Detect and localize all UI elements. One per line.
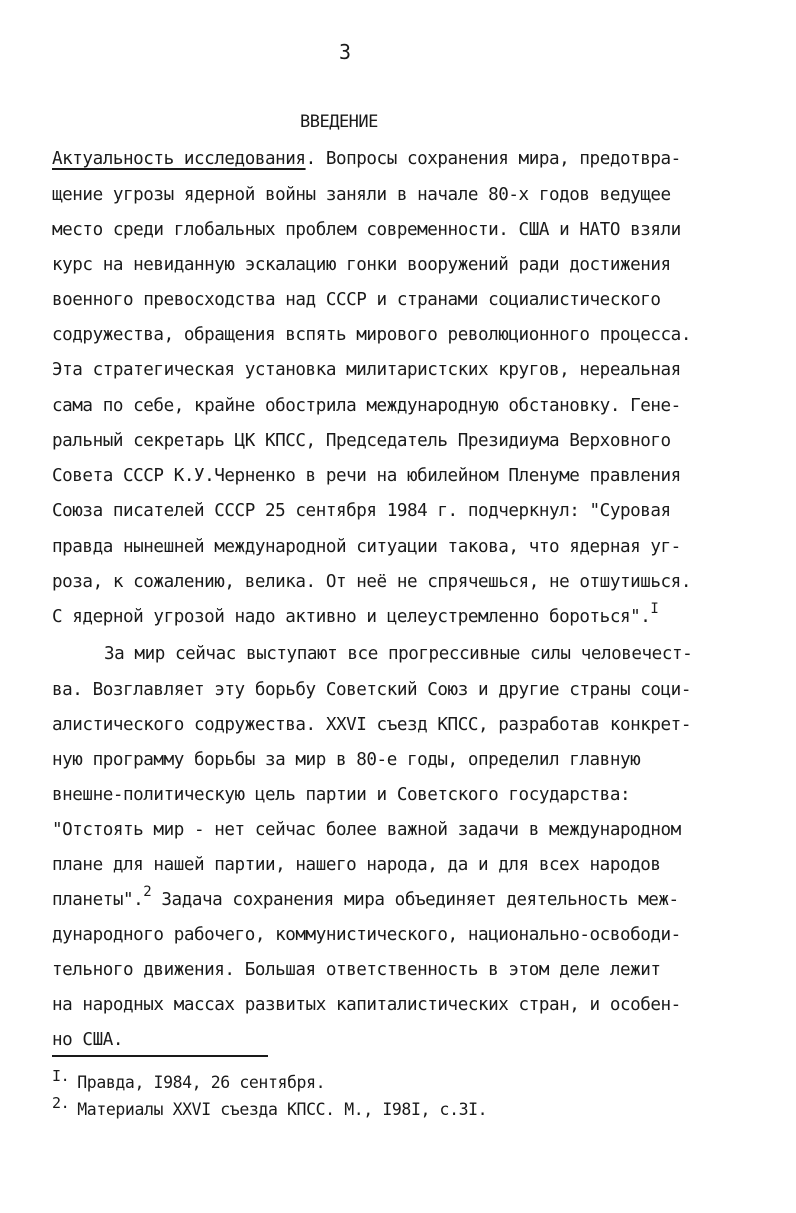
text-line: внешне-политическую цель партии и Советского государства: [52, 785, 631, 805]
text-line-rest: . Вопросы сохранения мира, предотвра- [305, 149, 681, 169]
footnote-mark: I. [52, 1067, 70, 1085]
text-line: содружества, обращения вспять мирового революционного процесса. [52, 325, 691, 345]
text-line-main: С ядерной угрозой надо активно и целеустремленно бороться". [52, 607, 651, 627]
text-line: алистического содружества. XXVI съезд КПСС, разработав конкрет- [52, 715, 691, 735]
text-line-rest: Задача сохранения мира объединяет деятельность меж- [151, 890, 679, 910]
footnote-text: Правда, I984, 26 сентября. [77, 1073, 326, 1092]
text-line [52, 884, 679, 911]
text-line: курс на невиданную эскалацию гонки вооружений ради достижения [52, 255, 671, 275]
text-line [52, 148, 681, 170]
text-line: щение угрозы ядерной войны заняли в начале 80-х годов ведущее [52, 185, 671, 205]
lead-phrase: Актуальность исследования [52, 149, 306, 169]
page-number: 3 [338, 40, 352, 64]
text-line: Союза писателей СССР 25 сентября 1984 г. подчеркнул: "Суровая [52, 501, 671, 521]
text-line: место среди глобальных проблем современности. США и НАТО взяли [52, 220, 681, 240]
text-line-start: планеты". [52, 890, 144, 910]
text-line [52, 601, 659, 628]
text-line: сама по себе, крайне обострила международную обстановку. Гене- [52, 396, 681, 416]
footnote-2 [52, 1094, 488, 1121]
footnote-1 [52, 1067, 326, 1094]
footnote-mark: 2. [52, 1094, 70, 1112]
text-line: тельного движения. Большая ответственность в этом деле лежит [52, 960, 661, 980]
footnote-ref-2: 2 [143, 884, 152, 900]
text-line: роза, к сожалению, велика. От неё не спрячешься, не отшутишься. [52, 572, 691, 592]
text-line: правда нынешней международной ситуации такова, что ядерная уг- [52, 537, 681, 557]
text-line: ва. Возглавляет эту борьбу Советский Союз и другие страны соци- [52, 680, 691, 700]
text-line: "Отстоять мир - нет сейчас более важной задачи в международном [52, 820, 681, 840]
text-line: Эта стратегическая установка милитаристских кругов, нереальная [52, 360, 681, 380]
text-line: ральный секретарь ЦК КПСС, Председатель Президиума Верховного [52, 431, 671, 451]
footnote-ref-1: I [650, 601, 659, 617]
text-line: плане для нашей партии, нашего народа, да и для всех народов [52, 855, 661, 875]
text-line: Совета СССР К.У.Черненко в речи на юбилейном Пленуме правления [52, 466, 681, 486]
section-heading: ВВЕДЕНИЕ [300, 112, 378, 132]
text-line: ную программу борьбы за мир в 80-е годы, определил главную [52, 750, 641, 770]
text-line: военного превосходства над СССР и странами социалистического [52, 290, 661, 310]
footnote-text: Материалы XXVI съезда КПСС. М., I98I, с.3I. [77, 1100, 488, 1119]
text-line: но США. [52, 1030, 123, 1050]
footnote-divider [52, 1055, 268, 1057]
text-line: За мир сейчас выступают все прогрессивные силы человечест- [104, 644, 693, 664]
text-line: дународного рабочего, коммунистического, национально-освободи- [52, 925, 681, 945]
text-line: на народных массах развитых капиталистических стран, и особен- [52, 995, 681, 1015]
